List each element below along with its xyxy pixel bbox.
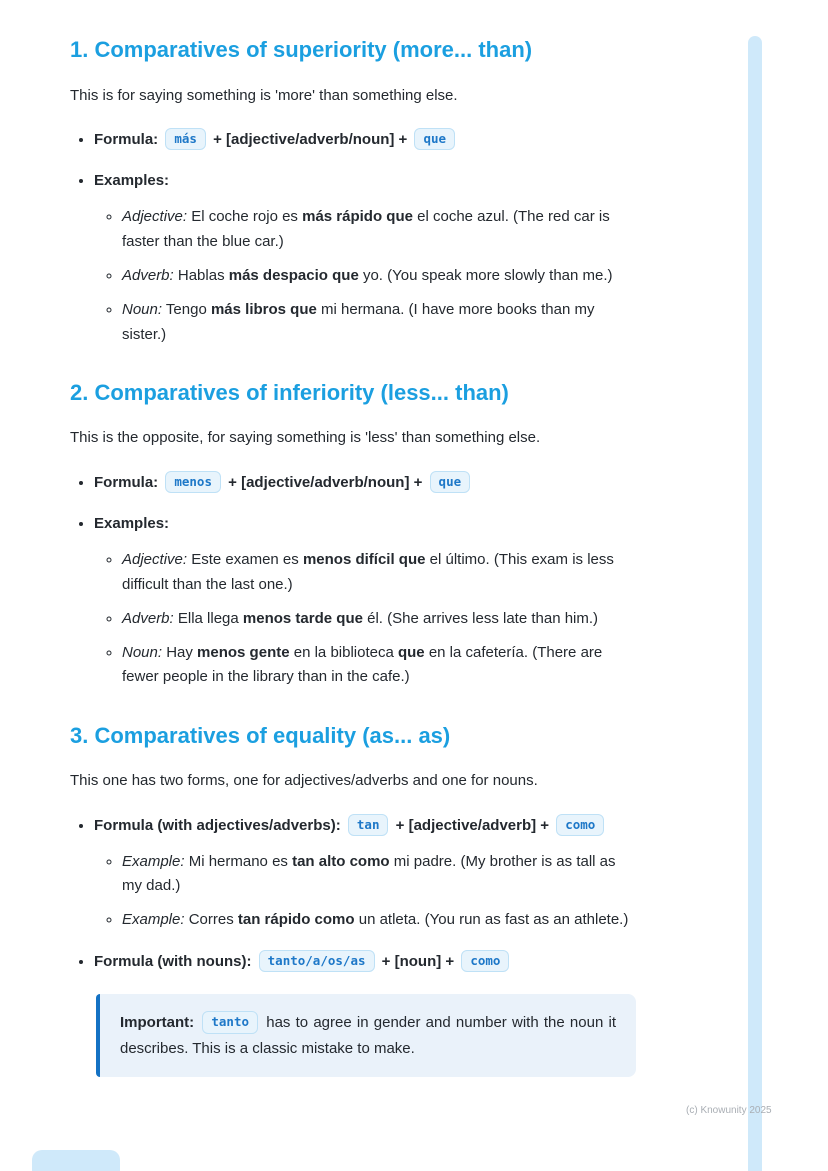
list-item	[122, 205, 636, 254]
text-segment: tan rápido como	[237, 911, 355, 929]
list-item	[94, 169, 636, 347]
text-segment: Noun:	[122, 644, 163, 662]
text-segment: Este examen es	[187, 551, 303, 569]
example-line	[122, 267, 613, 284]
code-chip: como	[556, 814, 604, 837]
code-chip: tan	[348, 814, 389, 837]
example-line	[122, 208, 610, 249]
example-line	[122, 911, 628, 928]
code-chip: que	[430, 471, 471, 494]
text-segment: Adjective:	[122, 551, 188, 569]
text-segment: Formula (with nouns):	[94, 952, 256, 970]
list-item	[94, 950, 636, 974]
text-segment: en la cafetería. (There are fewer people in the library than in the cafe.)	[122, 644, 603, 686]
text-segment: el coche azul. (The red car is faster than the blue car.)	[122, 208, 610, 250]
formula-line	[94, 131, 458, 148]
text-segment: Examples:	[94, 514, 170, 532]
list-item	[122, 264, 636, 288]
text-segment: Adjective:	[122, 208, 188, 226]
section-1-title: 1. Comparatives of superiority (more... than)	[70, 37, 533, 62]
code-chip: tanto	[202, 1011, 258, 1034]
text-segment: El coche rojo es	[187, 208, 303, 226]
examples-label	[94, 172, 169, 189]
text-segment: Examples:	[94, 172, 170, 190]
text-segment: Hay	[162, 644, 198, 662]
list-item	[122, 641, 636, 690]
list-item	[94, 128, 636, 152]
watermark: (c) Knowunity 2025	[686, 1105, 772, 1116]
text-segment: mi padre. (My brother is as tall as my dad.)	[122, 852, 616, 895]
section-2-intro: This is the opposite, for saying something is 'less' than something else.	[70, 429, 541, 447]
text-segment: Adverb:	[122, 609, 174, 627]
section-2-examples-list	[94, 548, 636, 689]
text-segment: Example:	[122, 911, 185, 929]
formula-line	[94, 474, 473, 491]
example-line	[122, 301, 594, 342]
list-item	[94, 471, 636, 495]
text-segment: Adverb:	[122, 266, 174, 284]
text-segment: + [adjective/adverb] +	[391, 816, 554, 834]
example-line	[122, 551, 614, 592]
text-segment: en la biblioteca	[289, 644, 398, 662]
section-1-examples-list	[94, 205, 636, 346]
text-segment: Ella llega	[173, 609, 243, 627]
list-item	[122, 850, 636, 899]
formula-line	[94, 953, 512, 970]
text-segment: un atleta. (You run as fast as an athlete.)	[354, 911, 629, 929]
section-1-list	[70, 128, 636, 347]
text-segment: más despacio que	[228, 266, 359, 284]
example-line	[122, 644, 602, 685]
text-segment: Important:	[120, 1014, 200, 1032]
example-line	[122, 610, 598, 627]
text-segment: Mi hermano es	[184, 852, 293, 870]
text-segment: menos difícil que	[302, 551, 426, 569]
important-note	[96, 994, 636, 1077]
formula-line	[94, 817, 607, 834]
important-note-text	[120, 1010, 616, 1061]
section-2-list	[70, 471, 636, 690]
examples-label	[94, 515, 169, 532]
section-3-examples-list	[94, 850, 636, 933]
text-segment: el último. (This exam is less difficult than the last one.)	[122, 551, 614, 593]
text-segment: menos tarde que	[242, 609, 363, 627]
code-chip: más	[165, 128, 206, 151]
text-segment: + [adjective/adverb/noun] +	[208, 130, 412, 148]
text-segment: Formula:	[94, 130, 163, 148]
text-segment: menos gente	[197, 644, 290, 662]
list-item	[122, 908, 636, 932]
code-chip: que	[414, 128, 455, 151]
text-segment: Example:	[122, 852, 185, 870]
text-segment: tan alto como	[292, 852, 390, 870]
text-segment: + [adjective/adverb/noun] +	[223, 473, 427, 491]
text-segment: Tengo	[162, 301, 211, 319]
text-segment: Formula:	[94, 473, 163, 491]
section-2-title: 2. Comparatives of inferiority (less... than)	[70, 379, 509, 405]
section-3-title: 3. Comparatives of equality (as... as)	[70, 722, 451, 748]
code-chip: menos	[165, 471, 221, 494]
text-segment: + [noun] +	[377, 952, 459, 970]
section-3-list	[70, 814, 636, 974]
list-item	[94, 512, 636, 690]
list-item	[122, 298, 636, 347]
list-item	[122, 548, 636, 597]
example-line	[122, 853, 616, 894]
text-segment: mi hermana. (I have more books than my sister.)	[122, 301, 595, 343]
text-segment: has to agree in gender and number with the noun it describes. This is a classic mistake to make.	[120, 1014, 616, 1057]
text-segment: yo. (You speak more slowly than me.)	[358, 266, 613, 284]
scrollbar[interactable]	[748, 36, 762, 1171]
text-segment: Formula (with adjectives/adverbs):	[94, 816, 345, 834]
text-segment: Corres	[184, 911, 238, 929]
text-segment: más rápido que	[302, 208, 413, 226]
code-chip: como	[461, 950, 509, 973]
text-segment: más libros que	[210, 301, 317, 319]
text-segment: Noun:	[122, 301, 163, 319]
code-chip: tanto/a/os/as	[259, 950, 375, 973]
text-segment: Hablas	[173, 266, 229, 284]
next-section-peek	[32, 1150, 120, 1171]
list-item	[94, 814, 636, 933]
list-item	[122, 607, 636, 631]
section-1-intro: This is for saying something is 'more' than something else.	[70, 86, 458, 104]
text-segment: él. (She arrives less late than him.)	[362, 609, 599, 627]
section-3-intro: This one has two forms, one for adjectives/adverbs and one for nouns.	[70, 772, 538, 790]
text-segment: que	[397, 644, 425, 662]
